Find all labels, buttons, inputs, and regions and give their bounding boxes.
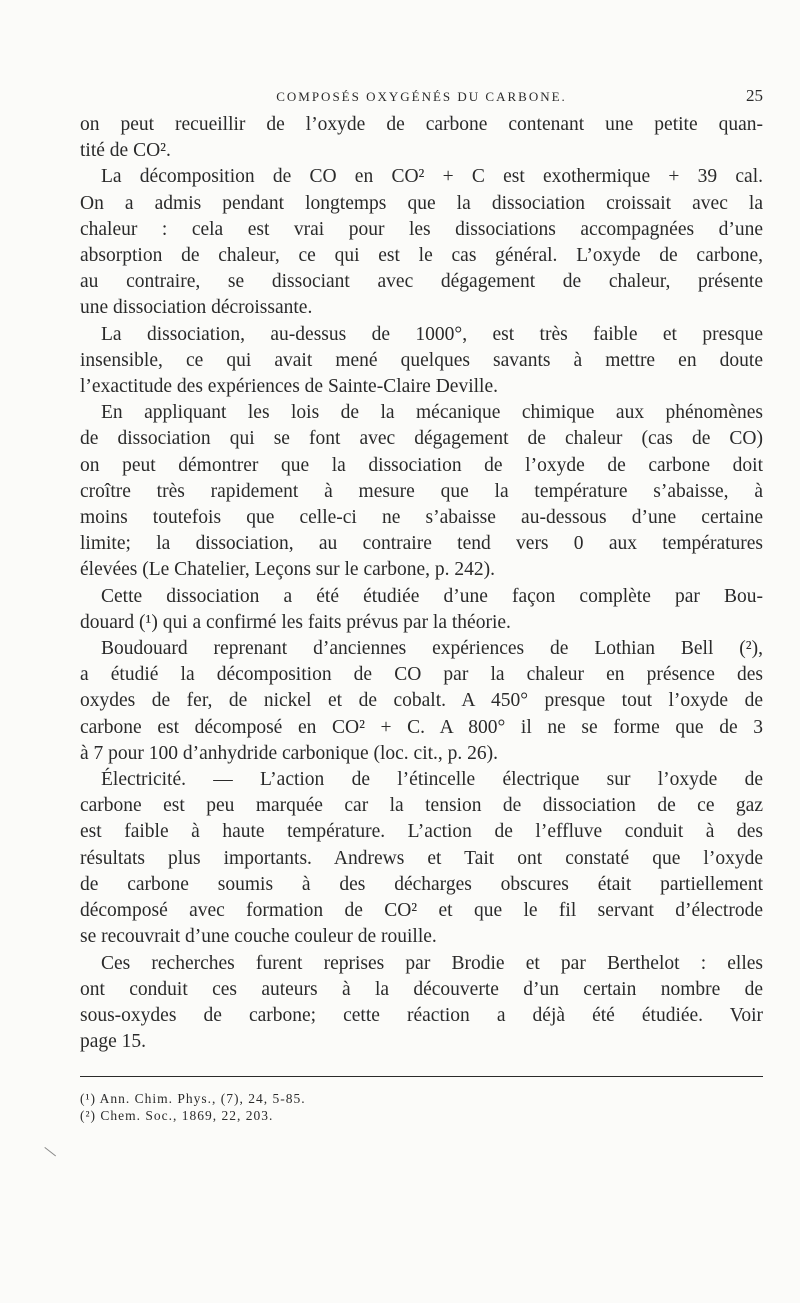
text-line: se recouvrait d’une couche couleur de rouille. [80, 926, 437, 948]
text-line: oxydes de fer, de nickel et de cobalt. A 450° presque tout l’oxyde de [80, 690, 763, 712]
text-line: l’exactitude des expériences de Sainte-Claire Deville. [80, 376, 498, 398]
paragraph-2 [80, 164, 763, 321]
text-line: on peut recueillir de l’oxyde de carbone contenant une petite quan- [80, 114, 763, 135]
text-line: chaleur : cela est vrai pour les dissociations accompagnées d’une [80, 218, 763, 240]
paragraph-1 [80, 112, 763, 164]
running-header [80, 86, 763, 108]
body-text [80, 112, 763, 1055]
text-line: En appliquant les lois de la mécanique chimique aux phénomènes [101, 402, 763, 424]
paragraph-6 [80, 636, 763, 767]
text-line: douard (¹) qui a confirmé les faits prévus par la théorie. [80, 611, 511, 633]
text-line: Boudouard reprenant d’anciennes expériences de Lothian Bell (²), [101, 638, 763, 660]
text-line: carbone est décomposé en CO² + C. A 800° il ne se forme que de 3 [80, 716, 763, 738]
text-line: page 15. [80, 1031, 147, 1053]
text-line: insensible, ce qui avait mené quelques savants à mettre en doute [80, 349, 763, 371]
text-line: décomposé avec formation de CO² et que le fil servant d’électrode [80, 900, 763, 922]
footnotes [80, 1090, 763, 1124]
text-line: La décomposition de CO en CO² + C est exothermique + 39 cal. [101, 166, 763, 188]
text-line: une dissociation décroissante. [80, 297, 313, 319]
footnote-2: (²) Chem. Soc., 1869, 22, 203. [80, 1108, 274, 1123]
text-line: on peut démontrer que la dissociation de l’oxyde de carbone doit [80, 454, 763, 476]
text-line: sous-oxydes de carbone; cette réaction a déjà été étudiée. Voir [80, 1004, 763, 1026]
text-line: Électricité. — L’action de l’étincelle électrique sur l’oxyde de [101, 769, 763, 791]
text-line: de dissociation qui se font avec dégagement de chaleur (cas de CO) [80, 428, 763, 450]
text-line: de carbone soumis à des décharges obscures était partiellement [80, 873, 763, 895]
text-line: absorption de chaleur, ce qui est le cas général. L’oxyde de carbone, [80, 245, 763, 267]
paragraph-3 [80, 322, 763, 401]
text-line: Ces recherches furent reprises par Brodie et par Berthelot : elles [101, 952, 763, 974]
text-line: au contraire, se dissociant avec dégagement de chaleur, présente [80, 271, 763, 293]
text-line: moins toutefois que celle-ci ne s’abaisse au-dessous d’une certaine [80, 507, 763, 529]
text-line: tité de CO². [80, 140, 171, 162]
text-line: a étudié la décomposition de CO par la chaleur en présence des [80, 664, 763, 686]
text-line: Cette dissociation a été étudiée d’une façon complète par Bou- [101, 585, 763, 607]
text-line: On a admis pendant longtemps que la dissociation croissait avec la [80, 192, 763, 214]
footnote-1: (¹) Ann. Chim. Phys., (7), 24, 5-85. [80, 1091, 306, 1106]
text-line: croître très rapidement à mesure que la température s’abaisse, à [80, 480, 763, 502]
text-line: limite; la dissociation, au contraire tend vers 0 aux températures [80, 533, 763, 555]
text-line: élevées (Le Chatelier, Leçons sur le carbone, p. 242). [80, 559, 496, 581]
header-title: COMPOSÉS OXYGÉNÉS DU CARBONE. [276, 89, 567, 104]
text-line: résultats plus importants. Andrews et Tait ont constaté que l’oxyde [80, 847, 763, 869]
footnote-divider [80, 1076, 763, 1077]
stray-mark [38, 1147, 56, 1164]
page-number: 25 [746, 86, 763, 105]
text-line: carbone est peu marquée car la tension de dissociation de ce gaz [80, 795, 763, 817]
paragraph-5 [80, 584, 763, 636]
text-line: ont conduit ces auteurs à la découverte d’un certain nombre de [80, 978, 763, 1000]
paragraph-8 [80, 951, 763, 1056]
text-line: La dissociation, au-dessus de 1000°, est très faible et presque [101, 323, 763, 345]
paragraph-4 [80, 400, 763, 583]
paragraph-7 [80, 767, 763, 950]
text-line: à 7 pour 100 d’anhydride carbonique (loc. cit., p. 26). [80, 742, 499, 764]
text-line: est faible à haute température. L’action de l’effluve conduit à des [80, 821, 763, 843]
